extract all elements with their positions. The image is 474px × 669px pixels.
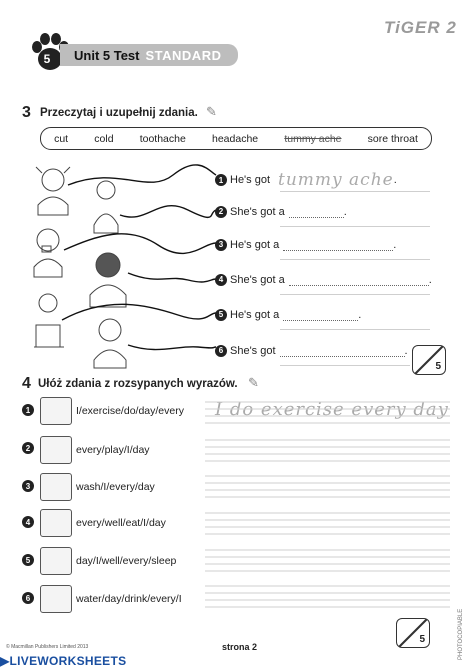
scrambled-words: water/day/drink/every/I: [76, 593, 182, 605]
writing-line: [280, 294, 430, 295]
writing-line: [280, 329, 430, 330]
score-value: 5: [419, 634, 425, 645]
pencil-icon: ✎: [206, 104, 217, 119]
tummy-ache-boy-figure: [94, 181, 118, 233]
scrambled-words: wash/I/every/day: [76, 481, 155, 493]
liveworksheets-brand: ▶LIVEWORKSHEETS: [0, 654, 127, 668]
sentence-end: .: [393, 174, 397, 186]
sentence-5: [215, 308, 361, 321]
headache-girl-figure: [36, 167, 70, 215]
answer-field[interactable]: [289, 273, 429, 286]
bed-picture: [40, 547, 72, 575]
sentence-3: [215, 238, 396, 251]
section3-score-box: [412, 345, 446, 375]
water-bottle-picture: [40, 585, 72, 613]
sentence-1: [215, 170, 397, 190]
writing-lines: [205, 396, 450, 611]
answer-field[interactable]: [283, 308, 358, 321]
section4-instruction: Ułóż zdania z rozsypanych wyrazów.: [38, 378, 238, 390]
word-headache: headache: [212, 132, 259, 145]
brand-text: LIVEWORKSHEETS: [9, 654, 127, 668]
sentence-end: .: [343, 205, 347, 218]
sentence-text: She's got a: [230, 205, 285, 218]
score-value: 5: [435, 361, 441, 372]
page-number: strona 2: [222, 642, 258, 652]
word-bank: [40, 127, 432, 150]
cold-girl-figure: [34, 229, 62, 277]
item-number: 3: [22, 480, 34, 492]
section3-instruction: Przeczytaj i uzupełnij zdania.: [40, 107, 198, 119]
sentence-end: .: [404, 344, 408, 357]
toothache-woman-figure: [90, 253, 126, 307]
scrambled-words: I/exercise/do/day/every: [76, 405, 184, 417]
section4-score-box: [396, 618, 430, 648]
sentence-text: He's got a: [230, 238, 280, 251]
word-toothache: toothache: [139, 132, 186, 145]
item-number: 2: [22, 442, 34, 454]
cut-boy-figure: [34, 294, 64, 347]
answer-field[interactable]: tummy ache: [278, 170, 394, 190]
writing-line: [280, 259, 430, 260]
writing-line: [280, 365, 410, 366]
sentence-num: 3: [215, 239, 227, 251]
sentence-2: [215, 205, 347, 218]
word-sore-throat: sore throat: [367, 132, 418, 145]
word-tummy-ache: tummy ache: [284, 132, 342, 145]
section4-number: 4: [22, 375, 31, 392]
pencil-icon: ✎: [248, 375, 259, 390]
sentence-num: 2: [215, 206, 227, 218]
sentence-4: [215, 273, 432, 286]
scrambled-words: every/well/eat/I/day: [76, 517, 166, 529]
sentence-end: .: [358, 308, 362, 321]
unit-banner: [60, 44, 238, 66]
sentence-num: 5: [215, 309, 227, 321]
sentence-num: 4: [215, 274, 227, 286]
unit-label: Unit 5 Test: [74, 47, 140, 63]
copyright-notice: © Macmillan Publishers Limited 2013: [6, 644, 89, 650]
scrambled-words: day/I/well/every/sleep: [76, 555, 177, 567]
answer-field[interactable]: [289, 205, 344, 218]
word-cut: cut: [54, 132, 69, 145]
photocopiable-label: PHOTOCOPIABLE: [458, 608, 464, 660]
item-number: 5: [22, 554, 34, 566]
matching-illustration: [28, 155, 218, 370]
item-number: 6: [22, 592, 34, 604]
sentence-text: He's got a: [230, 308, 280, 321]
item-number: 1: [22, 404, 34, 416]
sentence-text: He's got: [230, 174, 271, 186]
sentence-end: .: [428, 273, 432, 286]
section3-number: 3: [22, 104, 31, 121]
sentence-end: .: [393, 238, 397, 251]
shower-picture: [40, 473, 72, 501]
sentence-text: She's got: [230, 344, 276, 357]
answer-field[interactable]: I do exercise every day: [215, 399, 449, 420]
item-number: 4: [22, 516, 34, 528]
sentence-num: 1: [215, 174, 227, 186]
tiger-logo: TiGER 2: [384, 18, 457, 37]
sore-throat-woman-figure: [94, 319, 126, 368]
writing-line: [280, 191, 430, 192]
sentence-6: [215, 344, 408, 357]
exercise-picture: [40, 397, 72, 425]
hopscotch-picture: [40, 436, 72, 464]
unit-number: 5: [43, 52, 51, 66]
sentence-num: 6: [215, 345, 227, 357]
scrambled-words: every/play/I/day: [76, 444, 150, 456]
writing-line: [280, 226, 430, 227]
answer-field[interactable]: [283, 238, 393, 251]
level-label: STANDARD: [145, 47, 222, 63]
answer-field[interactable]: [280, 344, 405, 357]
word-cold: cold: [94, 132, 114, 145]
sentence-text: She's got a: [230, 273, 285, 286]
food-plate-picture: [40, 509, 72, 537]
